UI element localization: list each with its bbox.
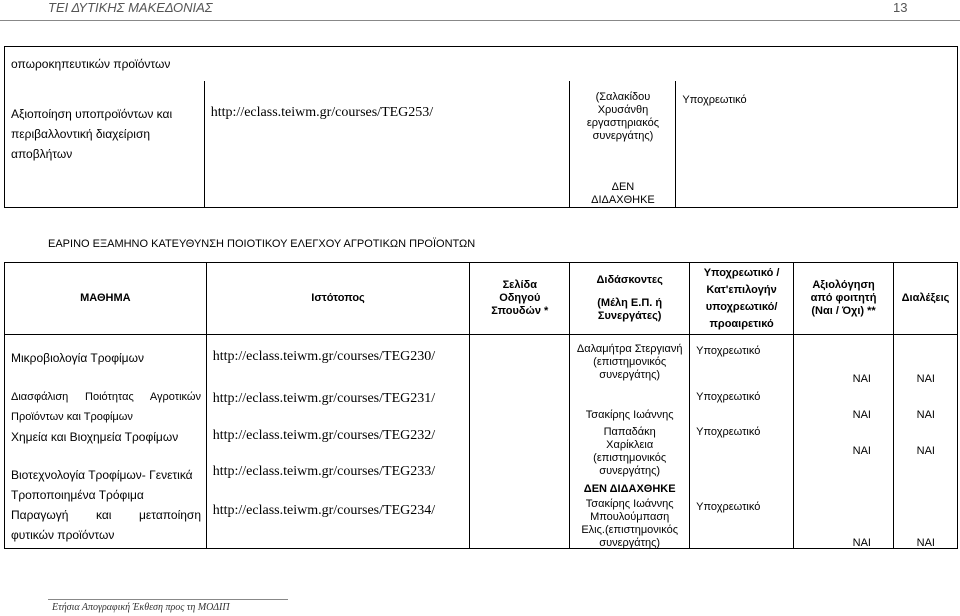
column-header-evaluation (794, 263, 894, 335)
course-name-line (11, 104, 200, 124)
column-header-line: από φοιτητή (810, 292, 877, 304)
instructor-line: συνεργάτης) (599, 537, 661, 549)
column-header-line: προαιρετικό (709, 317, 774, 330)
course-type: Υποχρεωτικό (682, 93, 747, 106)
column-header-line: Σπουδών * (491, 305, 549, 317)
instructor-line: ΔΙΔΑΧΘΗΚΕ (591, 193, 655, 206)
instructor (570, 343, 689, 382)
course-url-link[interactable]: http://eclass.teiwm.gr/courses/TEG234/ (212, 503, 436, 518)
instructor: Τσακίρης Ιωάννης (585, 409, 674, 421)
page-number: 13 (893, 0, 908, 15)
evaluation-value: ΝΑΙ (852, 445, 871, 457)
footer-divider (48, 599, 288, 600)
table-row (5, 81, 958, 208)
section-title: ΕΑΡΙΝΟ ΕΞΑΜΗΝΟ ΚΑΤΕΥΘΥΝΣΗ ΠΟΙΟΤΙΚΟΥ ΕΛΕΓΧΟΥ ΑΓΡΟΤΙΚΩΝ ΠΡΟΪΟΝΤΩΝ (48, 238, 476, 250)
guide-page-cell (470, 335, 570, 549)
column-header-course: ΜΑΘΗΜΑ (5, 263, 207, 335)
table-row (5, 47, 958, 81)
column-header-line: Υποχρεωτικό / (703, 266, 780, 279)
column-header-line: Διδάσκοντες (596, 274, 663, 286)
course-name: οπωροκηπευτικών προϊόντων (11, 57, 171, 71)
instructor-line: συνεργάτης) (599, 369, 661, 381)
column-header-line: Συνεργάτες) (597, 310, 662, 322)
instructor-line: Τσακίρης Ιωάννης (585, 498, 674, 510)
instructor-line: Μπουλούμπαση (590, 511, 670, 523)
course-url-link[interactable]: http://eclass.teiwm.gr/courses/TEG233/ (212, 464, 436, 479)
course-name-line: Διασφάλιση Ποιότητας Αγροτικών (11, 391, 201, 403)
course-url-link[interactable]: http://eclass.teiwm.gr/courses/TEG230/ (212, 349, 436, 364)
course-name (11, 465, 193, 505)
course-name-line: Προϊόντων και Τροφίμων (11, 411, 133, 423)
instructor-line: Χρυσάνθη (597, 103, 649, 116)
course-url-link[interactable]: http://eclass.teiwm.gr/courses/TEG253/ (210, 104, 434, 120)
instructor-line: συνεργάτης) (599, 465, 661, 477)
instructor-line: εργαστηριακός (586, 116, 659, 129)
course-url-link[interactable]: http://eclass.teiwm.gr/courses/TEG231/ (212, 391, 436, 406)
column-header-line: Σελίδα (502, 279, 537, 291)
evaluation-value: ΝΑΙ (852, 409, 871, 421)
course-type: Υποχρεωτικό (696, 501, 761, 513)
course-name-line: περιβαλλοντική διαχείριση (11, 126, 151, 141)
instructor: ΔΕΝ ΔΙΔΑΧΘΗΚΕ (583, 483, 676, 495)
instructor-line: Ελις.(επιστημονικός (581, 524, 679, 536)
course-type: Υποχρεωτικό (696, 391, 761, 403)
course-type: Υποχρεωτικό (696, 426, 761, 438)
instructor-line: ΔΕΝ (611, 180, 635, 193)
table-header-row (5, 263, 958, 335)
instructor (570, 426, 689, 478)
document-header-title: ΤΕΙ ΔΥΤΙΚΗΣ ΜΑΚΕΔΟΝΙΑΣ (48, 0, 213, 15)
column-header-line: Κατ'επιλογήν (706, 283, 777, 296)
course-name: Μικροβιολογία Τροφίμων (11, 351, 144, 365)
column-header-line: (Μέλη Ε.Π. ή (597, 297, 663, 309)
header-divider (0, 20, 960, 21)
course-name-line: Βιοτεχνολογία Τροφίμων- Γενετικά (11, 468, 193, 482)
column-header-line: υποχρεωτικό/ (705, 300, 778, 313)
column-header-line: Αξιολόγηση (812, 279, 875, 291)
course-type: Υποχρεωτικό (696, 345, 761, 357)
lectures-value: ΝΑΙ (916, 445, 935, 457)
course-name: Χημεία και Βιοχημεία Τροφίμων (11, 430, 179, 444)
instructor-line: Χαρίκλεια (επιστημονικός (593, 439, 667, 464)
column-header-lectures: Διαλέξεις (893, 263, 957, 335)
course-name-line: φυτικών προϊόντων (11, 528, 115, 542)
course-url-link[interactable]: http://eclass.teiwm.gr/courses/TEG232/ (212, 428, 436, 443)
course-name (11, 505, 201, 545)
column-header-line: (Ναι / Όχι) ** (811, 305, 876, 317)
instructor-line: (επιστημονικός (593, 356, 667, 368)
courses-table (4, 262, 958, 549)
course-name (11, 387, 201, 427)
instructor-line: Δαλαμήτρα Στεργιανή (576, 343, 683, 355)
table-body-row (5, 335, 958, 549)
column-header-type (690, 263, 794, 335)
instructor-line: συνεργάτης) (592, 129, 654, 142)
evaluation-value: ΝΑΙ (852, 537, 871, 549)
lectures-value: ΝΑΙ (916, 537, 935, 549)
course-name-line: αποβλήτων (11, 146, 73, 161)
column-header-instructors (570, 263, 690, 335)
course-name-text: Αξιοποίηση υποπροϊόντων και (11, 106, 173, 121)
column-header-line: Οδηγού (499, 292, 541, 304)
evaluation-value: ΝΑΙ (852, 373, 871, 385)
instructor-line: Παπαδάκη (603, 426, 656, 438)
top-courses-table (4, 46, 958, 208)
column-header-website: Ιστότοπος (206, 263, 470, 335)
lectures-value: ΝΑΙ (916, 373, 935, 385)
lectures-value: ΝΑΙ (916, 409, 935, 421)
document-footer: Ετήσια Απογραφική Έκθεση προς τη ΜΟΔΙΠ (52, 602, 230, 613)
column-header-guide-page (470, 263, 570, 335)
course-name-line: Παραγωγή και μεταποίηση (11, 508, 201, 522)
instructor-line: (Σαλακίδου (595, 90, 651, 103)
instructor (570, 498, 689, 550)
course-name-line: Τροποποιημένα Τρόφιμα (11, 488, 144, 502)
